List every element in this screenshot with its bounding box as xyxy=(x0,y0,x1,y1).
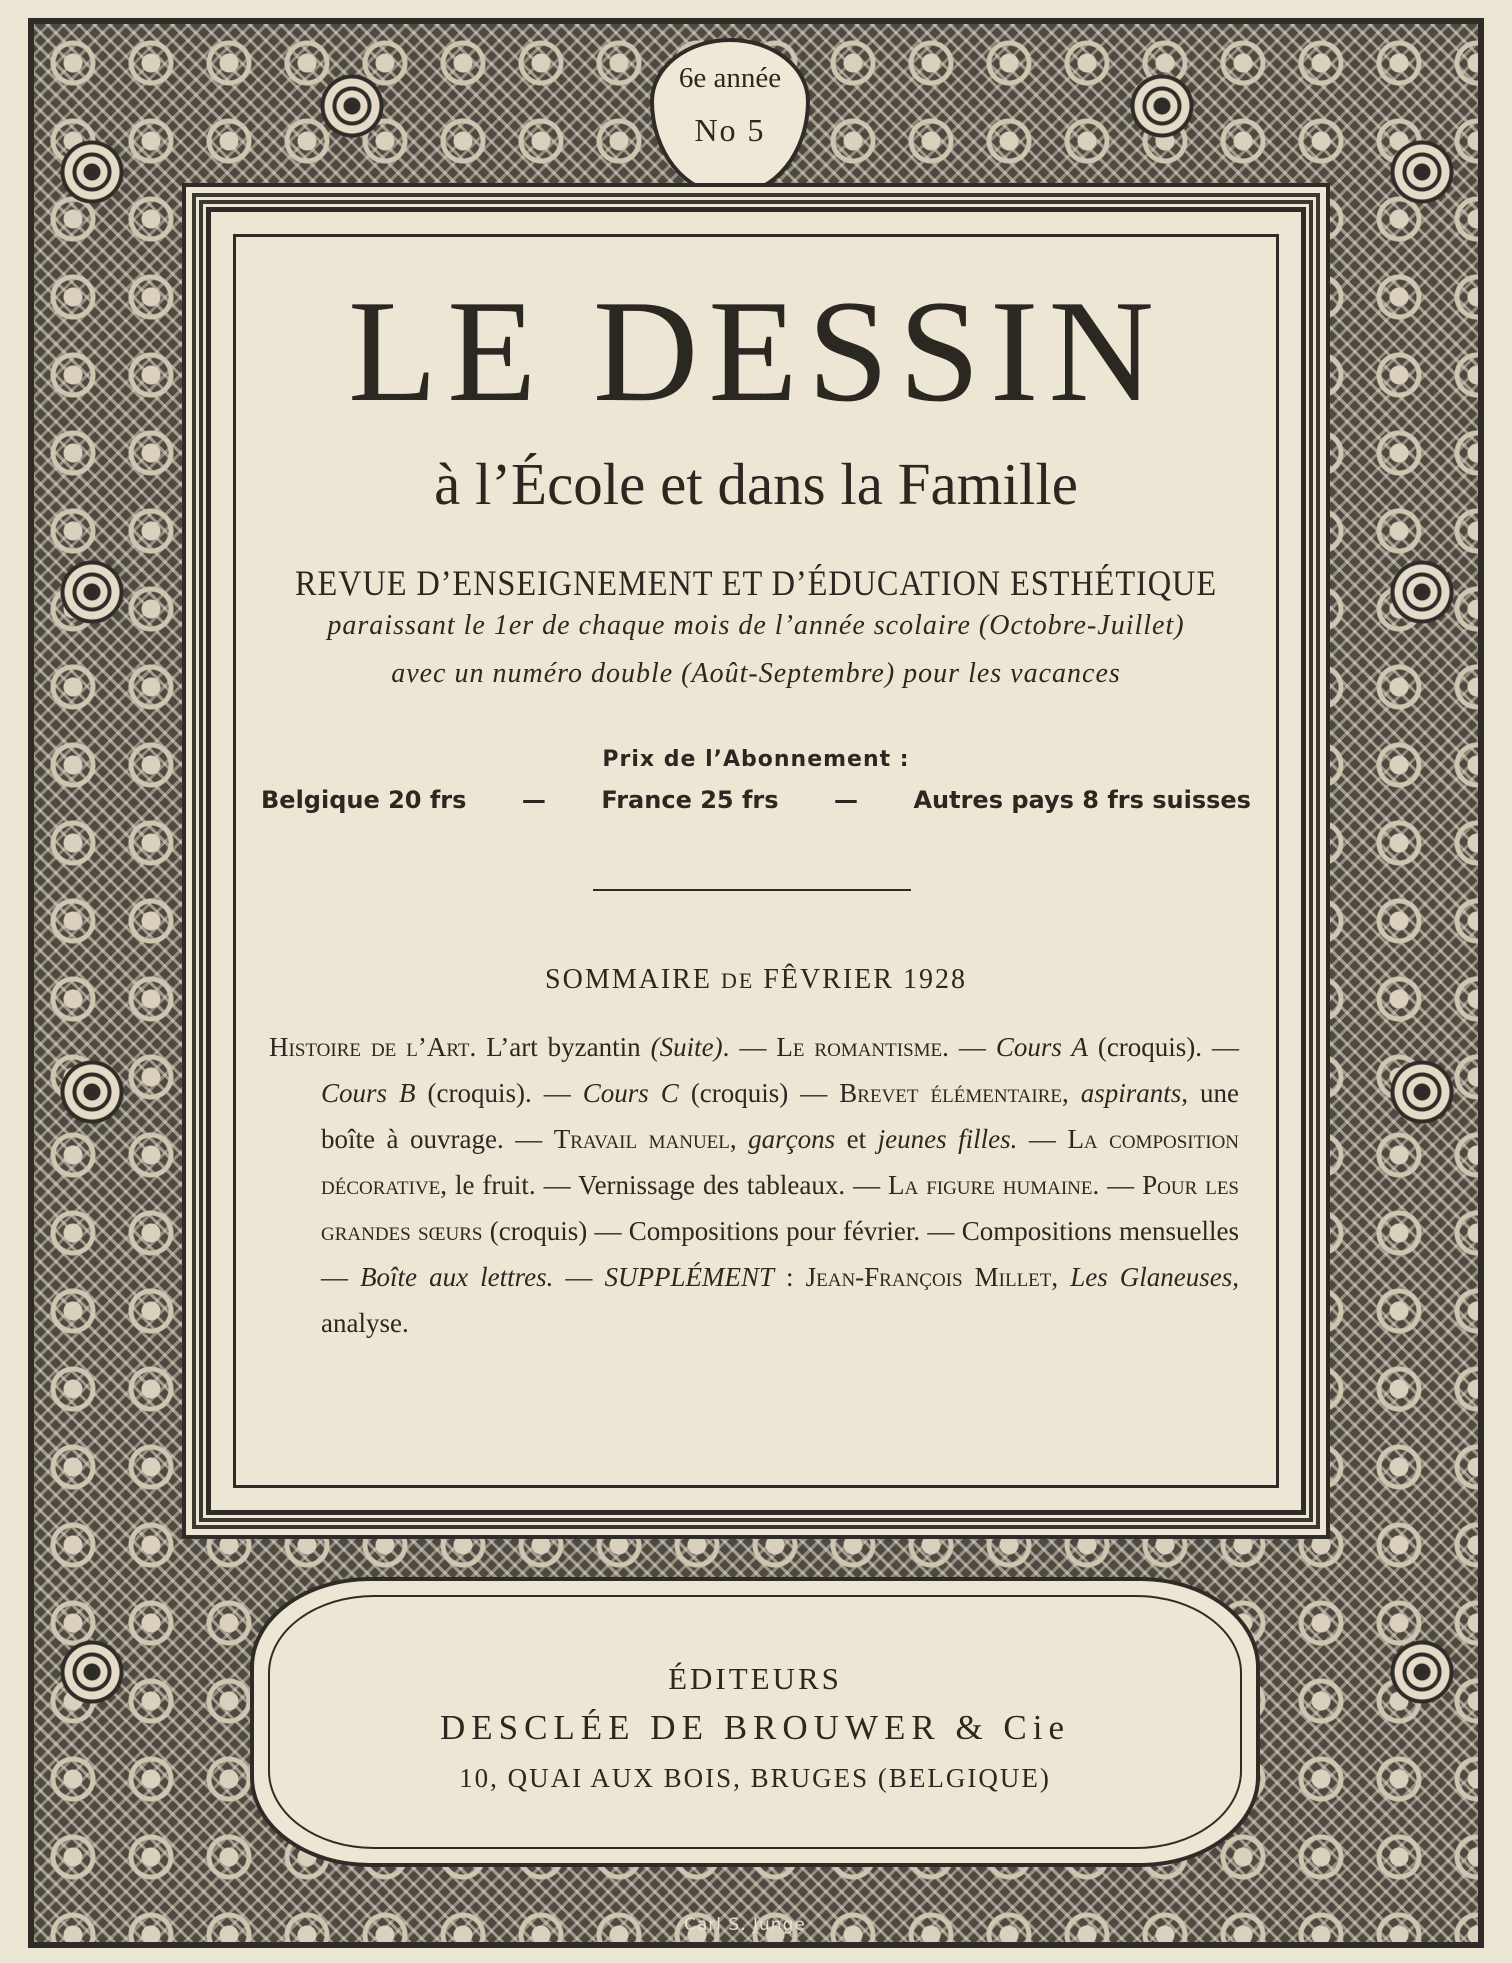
rosette-ornament-icon xyxy=(60,560,124,624)
contents-section: SUPPLÉMENT xyxy=(604,1262,774,1292)
subscription-prices xyxy=(261,786,1251,814)
contents-section: Brevet élémentaire, xyxy=(839,1078,1069,1108)
contents-text: (croquis). — xyxy=(1087,1032,1240,1062)
publication-schedule: paraissant le 1er de chaque mois de l’année scolaire (Octobre-Juillet) xyxy=(327,610,1185,641)
issue-year: 6e année xyxy=(678,62,782,94)
magazine-subtitle: à l’École et dans la Famille xyxy=(434,451,1078,517)
contents-text xyxy=(1058,1262,1070,1292)
contents-title xyxy=(211,964,1301,996)
publisher-address: 10, QUAI AUX BOIS, BRUGES (BELGIQUE) xyxy=(459,1763,1051,1793)
price-separator: — xyxy=(521,786,546,814)
magazine-title: LE DESSIN xyxy=(348,270,1164,432)
review-description: REVUE D’ENSEIGNEMENT ET D’ÉDUCATION ESTHÉTIQUE xyxy=(294,563,1218,603)
contents-text: Cours B xyxy=(321,1078,416,1108)
contents-section: La composition décorative, xyxy=(321,1124,1240,1200)
subscription-price-heading: Prix de l’Abonnement : xyxy=(602,747,910,772)
divider-rule xyxy=(593,889,911,891)
contents-list xyxy=(269,1024,1239,1346)
rosette-ornament-icon xyxy=(1390,560,1454,624)
contents-text: une boîte à ouvrage. — xyxy=(321,1078,1240,1154)
contents-section: Travail manuel, xyxy=(553,1124,737,1154)
main-text-panel xyxy=(206,207,1306,1515)
rosette-ornament-icon xyxy=(1390,1060,1454,1124)
rosette-ornament-icon xyxy=(320,74,384,138)
contents-section: Jean-François Millet, xyxy=(805,1262,1059,1292)
contents-section: Histoire de l’Art. xyxy=(269,1032,477,1062)
rosette-ornament-icon xyxy=(1130,74,1194,138)
publisher-label: ÉDITEURS xyxy=(668,1661,842,1696)
contents-text: (croquis). — xyxy=(415,1078,583,1108)
contents-text: garçons xyxy=(748,1124,836,1154)
contents-text: — xyxy=(948,1032,996,1062)
contents-text: . — xyxy=(722,1032,777,1062)
issue-number: No 5 xyxy=(694,112,766,148)
urn-ornament-icon xyxy=(60,140,124,204)
contents-text: aspirants, xyxy=(1080,1078,1189,1108)
price-belgique: Belgique 20 frs xyxy=(261,786,467,814)
contents-text: Cours C xyxy=(582,1078,679,1108)
contents-text: L’art byzantin xyxy=(476,1032,651,1062)
contents-text: Boîte aux lettres. xyxy=(360,1262,554,1292)
contents-text: et xyxy=(835,1124,878,1154)
rosette-ornament-icon xyxy=(60,1640,124,1704)
price-separator: — xyxy=(833,786,858,814)
contents-title-word: SOMMAIRE xyxy=(545,964,712,995)
price-other-countries: Autres pays 8 frs suisses xyxy=(913,786,1251,814)
contents-text: — xyxy=(1017,1124,1068,1154)
contents-section: La figure humaine. xyxy=(888,1170,1100,1200)
double-issue-note: avec un numéro double (Août-Septembre) pour les vacances xyxy=(391,658,1121,689)
contents-text xyxy=(737,1124,749,1154)
contents-text: Les Glaneuses, xyxy=(1070,1262,1239,1292)
contents-text xyxy=(1069,1078,1081,1108)
contents-text: analyse. xyxy=(321,1308,409,1338)
contents-section: Pour les grandes sœurs xyxy=(321,1170,1240,1246)
engraver-signature: Carl S. Junge xyxy=(684,1915,806,1935)
contents-title-de: DE xyxy=(720,968,755,993)
contents-text: Cours A xyxy=(995,1032,1088,1062)
contents-text: jeunes filles. xyxy=(877,1124,1018,1154)
contents-text: — xyxy=(553,1262,605,1292)
price-france: France 25 frs xyxy=(601,786,779,814)
urn-ornament-icon xyxy=(1390,140,1454,204)
contents-text: — xyxy=(1099,1170,1143,1200)
contents-text: : xyxy=(774,1262,806,1292)
contents-text: le fruit. — Vernissage des tableaux. — xyxy=(447,1170,889,1200)
contents-text: (Suite) xyxy=(650,1032,723,1062)
rosette-ornament-icon xyxy=(1390,1640,1454,1704)
contents-title-date: FÊVRIER 1928 xyxy=(763,964,967,995)
publisher-cartouche xyxy=(250,1577,1260,1867)
contents-text: (croquis) — xyxy=(678,1078,840,1108)
rosette-ornament-icon xyxy=(60,1060,124,1124)
contents-text: (croquis) — Compositions pour février. — Compositions mensuelles — xyxy=(321,1216,1239,1292)
contents-section: Le romantisme. xyxy=(776,1032,949,1062)
publisher-name: DESCLÉE DE BROUWER & Cie xyxy=(439,1708,1071,1747)
